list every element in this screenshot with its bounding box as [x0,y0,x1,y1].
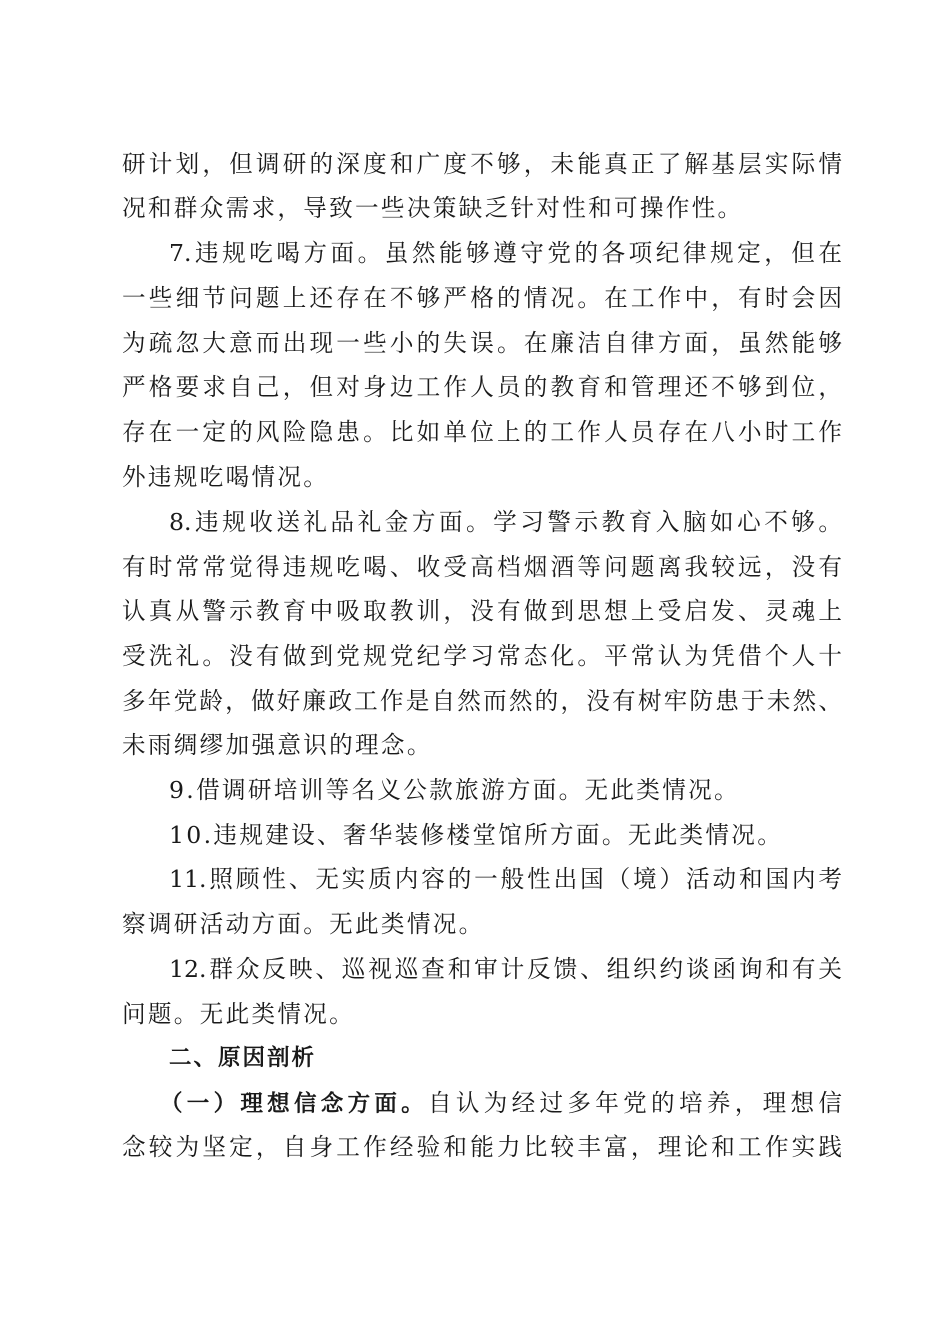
paragraph-line: 12.群众反映、巡视巡查和审计反馈、组织约谈函询和有关 [169,955,842,983]
subsection-lead: （一）理想信念方面。 [160,1091,428,1117]
paragraph-line: 察调研活动方面。无此类情况。 [122,910,485,938]
paragraph-line: 9.借调研培训等名义公款旅游方面。无此类情况。 [169,776,740,804]
paragraph-line: 问题。无此类情况。 [122,1000,356,1028]
paragraph-line: 10.违规建设、奢华装修楼堂馆所方面。无此类情况。 [169,821,784,849]
paragraph-line: 多年党龄，做好廉政工作是自然而然的，没有树牢防患于未然、 [122,687,842,715]
paragraph-line: 未雨绸缪加强意识的理念。 [122,731,433,759]
paragraph-line: 11.照顾性、无实质内容的一般性出国（境）活动和国内考 [169,865,842,893]
paragraph-text: 自认为经过多年党的培养，理想信 [427,1089,842,1117]
paragraph-line: 外违规吃喝情况。 [122,463,330,491]
paragraph-line: 严格要求自己，但对身边工作人员的教育和管理还不够到位， [122,373,842,401]
paragraph-line: 认真从警示教育中吸取教训，没有做到思想上受启发、灵魂上 [122,597,842,625]
paragraph-line: 8.违规收送礼品礼金方面。学习警示教育入脑如心不够。 [169,508,842,536]
paragraph-line: 7.违规吃喝方面。虽然能够遵守党的各项纪律规定，但在 [169,239,842,267]
paragraph-line: 存在一定的风险隐患。比如单位上的工作人员存在八小时工作 [122,418,842,446]
paragraph-line: 念较为坚定，自身工作经验和能力比较丰富，理论和工作实践 [122,1133,842,1161]
paragraph-line: 一些细节问题上还存在不够严格的情况。在工作中，有时会因 [122,284,842,312]
paragraph-line: 研计划，但调研的深度和广度不够，未能真正了解基层实际情 [122,150,842,178]
paragraph-line [160,1081,842,1125]
paragraph-line: 为疏忽大意而出现一些小的失误。在廉洁自律方面，虽然能够 [122,329,842,357]
paragraph-line: 况和群众需求，导致一些决策缺乏针对性和可操作性。 [122,194,744,222]
paragraph-line: 有时常常觉得违规吃喝、收受高档烟酒等问题离我较远，没有 [122,553,842,581]
section-heading: 二、原因剖析 [169,1045,317,1071]
paragraph-line: 受洗礼。没有做到党规党纪学习常态化。平常认为凭借个人十 [122,642,842,670]
